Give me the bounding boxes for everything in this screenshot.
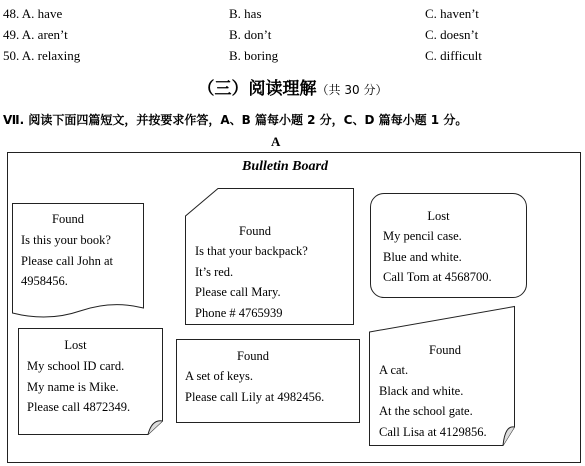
note-title: Lost [64,338,87,352]
section-heading [0,74,585,99]
note-line: Please call Mary. [195,285,281,299]
note-line: Please call 4872349. [27,400,131,414]
option-b: B. boring [229,48,279,63]
question-number: 49. [3,27,20,42]
note-line: Is that your backpack? [195,244,308,258]
board-title: Bulletin Board [242,159,328,174]
note-line: Is this your book? [21,233,111,247]
note-title: Lost [427,209,450,223]
question-number: 48. [3,6,20,21]
note-line: Please call John at [21,253,113,268]
notice-lost-pencil-case [370,193,527,298]
note-line: 4958456. [21,274,68,288]
note-title: Found [237,349,269,363]
note-line: It’s red. [195,264,234,279]
note-title: Found [239,224,271,238]
option-c: C. haven’t [425,6,479,21]
option-b: B. has [229,6,262,21]
note-line: Call Tom at 4568700. [383,270,492,284]
note-line: Please call Lily at 4982456. [185,389,325,404]
note-title: Found [429,343,461,357]
option-row [3,48,80,64]
option-b: B. don’t [229,27,272,42]
question-number: 50. [3,48,20,63]
option-c: C. difficult [425,48,482,63]
notice-found-backpack [185,188,354,325]
section-points: （共 30 分） [316,83,388,97]
notice-found-keys [176,339,360,423]
instruction-text: Ⅶ. 阅读下面四篇短文，并按要求作答，A、B 篇每小题 2 分，C、D 篇每小题 1 分。 [3,113,468,127]
note-line: At the school gate. [379,404,473,418]
note-line: Phone # 4765939 [195,305,283,320]
note-line: Blue and white. [383,249,462,264]
notice-found-cat [369,306,515,446]
passage-label: A [271,134,281,149]
option-row [3,6,62,22]
option-row [3,27,68,43]
note-line: A cat. [379,363,409,377]
option-a: A. aren’t [21,27,68,42]
note-line: My name is Mike. [27,379,119,394]
notice-lost-id-card [18,328,163,435]
option-a: A. relaxing [21,48,81,63]
note-line: Black and white. [379,383,464,398]
section-title: （三）阅读理解 [197,79,317,99]
note-line: My school ID card. [27,359,125,373]
note-line: Call Lisa at 4129856. [379,424,487,439]
note-line: A set of keys. [185,369,254,383]
note-title: Found [52,212,84,226]
note-line: My pencil case. [383,229,462,243]
option-c: C. doesn’t [425,27,479,42]
option-a: A. have [21,6,63,21]
notice-found-book [12,203,144,319]
